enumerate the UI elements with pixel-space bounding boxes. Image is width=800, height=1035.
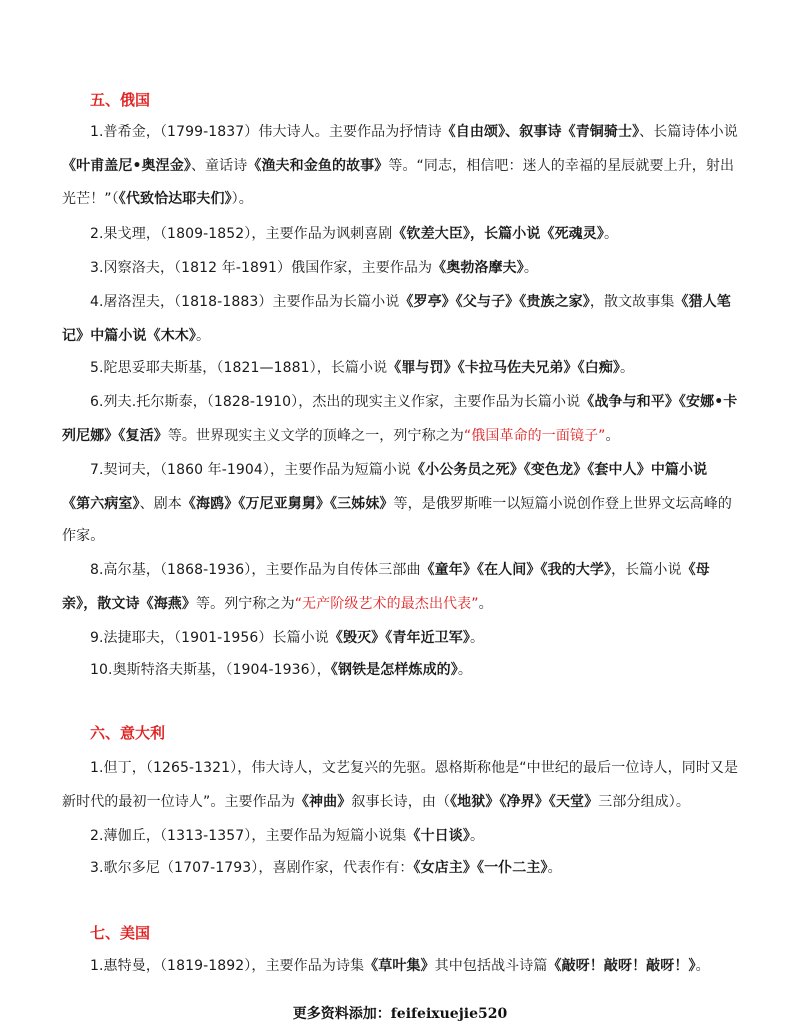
text-segment: 三部分组成）。 <box>598 794 690 810</box>
text-segment: 。 <box>523 260 538 276</box>
text-line <box>62 594 493 614</box>
text-line <box>62 426 620 446</box>
text-segment: 、剧本 <box>139 496 182 512</box>
bold-title: 《敲呀！敲呀！敲呀！》 <box>547 958 696 974</box>
section-heading-italy: 六、意大利 <box>90 724 166 742</box>
text-segment: 。 <box>605 428 620 444</box>
text-segment: 、童话诗 <box>190 158 248 174</box>
text-segment: 9.法捷耶夫，（1901-1956）长篇小说 <box>90 630 329 646</box>
bold-title: 记》中篇小说《木木》 <box>62 328 196 344</box>
text-segment: 3.歌尔多尼（1707-1793），喜剧作家，代表作有： <box>90 860 414 876</box>
text-line <box>90 460 707 480</box>
bold-title: 亲》，散文诗《海燕》 <box>62 596 196 612</box>
text-segment: 光芒！”（ <box>62 191 119 207</box>
text-line <box>90 560 710 580</box>
text-line <box>62 792 690 812</box>
text-line <box>90 258 538 278</box>
text-segment: 1.普希金，（1799-1837）伟大诗人。主要作品为抒情诗 <box>90 124 442 140</box>
text-line <box>90 858 562 878</box>
text-segment: 其中包括战斗诗篇 <box>434 958 548 974</box>
bold-title: 《罪与罚》《卡拉马佐夫兄弟》《白痴》 <box>387 360 621 376</box>
bold-title: 《十日谈》 <box>406 828 470 844</box>
text-segment: 。 <box>469 630 485 646</box>
bold-title: 《罗亭》《父与子》《贵族之家》 <box>399 294 590 310</box>
text-line <box>90 758 738 778</box>
text-segment: 。 <box>695 958 710 974</box>
text-line <box>62 156 734 176</box>
bold-title: 《自由颂》、叙事诗《青铜骑士》 <box>441 124 640 140</box>
text-segment: 6.列夫.托尔斯泰，（1828-1910），杰出的现实主义作家，主要作品为长篇小说 <box>90 394 581 410</box>
section-heading-usa: 七、美国 <box>90 924 151 942</box>
text-segment: 等，是俄罗斯唯一以短篇小说创作登上世界文坛高峰的 <box>393 496 732 512</box>
text-line <box>90 392 737 412</box>
text-segment: 10.奥斯特洛夫斯基，（1904-1936）， <box>90 662 331 678</box>
bold-title: 《草叶集》 <box>364 958 435 974</box>
bold-title: 《第六病室》 <box>62 496 140 512</box>
text-line <box>62 494 732 514</box>
bold-title: 《渔夫和金鱼的故事》 <box>247 158 389 174</box>
text-segment: 、长篇诗体小说 <box>639 124 738 140</box>
text-segment: 2.果戈理，（1809-1852），主要作品为讽刺喜剧 <box>90 226 393 242</box>
text-line <box>90 358 634 378</box>
text-segment: ）。 <box>231 191 253 207</box>
text-segment: 4.屠洛涅夫，（1818-1883）主要作品为长篇小说 <box>90 294 400 310</box>
text-segment: 作家。 <box>62 528 105 544</box>
text-segment: 8.高尔基，（1868-1936），主要作品为自传体三部曲 <box>90 562 421 578</box>
text-segment: 1.惠特曼，（1819-1892），主要作品为诗集 <box>90 958 365 974</box>
bold-title: 《地狱》《净界》《天堂》 <box>450 794 599 810</box>
text-segment: 1.但丁，（1265-1321），伟大诗人，文艺复兴的先驱。恩格斯称他是“中世纪的最后一位诗人，同时又是 <box>90 760 739 776</box>
bold-title: 列尼娜》《复活》 <box>62 428 168 444</box>
text-segment: 新时代的最初一位诗人”。主要作品为 <box>62 794 295 810</box>
bold-title: 《小公务员之死》《变色龙》《套中人》中篇小说 <box>411 462 708 478</box>
footer-note: 更多资料添加：feifeixuejie520 <box>292 1006 508 1022</box>
bold-title: 《钦差大臣》，长篇小说《死魂灵》 <box>392 226 604 242</box>
bold-title: 《代致恰达耶夫们》 <box>118 191 232 207</box>
section-heading-russia: 五、俄国 <box>90 91 151 109</box>
text-segment: ，长篇小说 <box>611 562 682 578</box>
red-quote: “无产阶级艺术的最杰出代表” <box>294 596 479 612</box>
bold-title: 《毁灭》《青年近卫军》 <box>328 630 470 646</box>
text-line <box>90 956 710 976</box>
text-segment: 等。世界现实主义文学的顶峰之一，列宁称之为 <box>167 428 464 444</box>
text-line <box>90 660 472 680</box>
text-line <box>90 224 618 244</box>
bold-title: 《女店主》《一仆二主》 <box>413 860 548 876</box>
text-segment: 3.冈察洛夫，（1812 年-1891）俄国作家，主要作品为 <box>90 260 433 276</box>
bold-title: 《战争与和平》《安娜•卡 <box>580 394 738 410</box>
text-segment: 等。“同志，相信吧：迷人的幸福的星辰就要上升，射出 <box>388 158 735 174</box>
bold-title: 《叶甫盖尼•奥涅金》 <box>62 158 191 174</box>
text-segment: 。 <box>478 596 493 612</box>
red-quote: “俄国革命的一面镜子” <box>463 428 606 444</box>
text-line <box>62 189 253 209</box>
bold-title: 《奥勃洛摩夫》 <box>432 260 524 276</box>
bold-title: 《母 <box>681 562 710 578</box>
bold-title: 《猎人笔 <box>674 294 731 310</box>
text-segment: 。 <box>620 360 635 376</box>
text-line <box>90 628 484 648</box>
text-line <box>62 326 210 346</box>
text-line <box>62 526 104 546</box>
bold-title: 《神曲》 <box>294 794 352 810</box>
bold-title: 《钢铁是怎样炼成的》 <box>330 662 458 678</box>
text-segment: 。 <box>196 328 211 344</box>
bold-title: 《海鸥》《万尼亚舅舅》《三姊妹》 <box>181 496 394 512</box>
text-segment: ，散文故事集 <box>589 294 675 310</box>
text-line <box>90 826 484 846</box>
text-segment: 。 <box>547 860 562 876</box>
text-line <box>90 122 738 142</box>
text-segment: 叙事长诗，由（ <box>351 794 451 810</box>
text-segment: 5.陀思妥耶夫斯基，（1821—1881），长篇小说 <box>90 360 388 376</box>
bold-title: 《童年》《在人间》《我的大学》 <box>420 562 612 578</box>
text-segment: 。 <box>457 662 472 678</box>
text-segment: 等。列宁称之为 <box>196 596 295 612</box>
text-segment: 。 <box>469 828 485 844</box>
text-segment: 2.薄伽丘，（1313-1357），主要作品为短篇小说集 <box>90 828 407 844</box>
text-segment: 7.契诃夫，（1860 年-1904），主要作品为短篇小说 <box>90 462 412 478</box>
text-segment: 。 <box>603 226 619 242</box>
text-line <box>90 292 731 312</box>
